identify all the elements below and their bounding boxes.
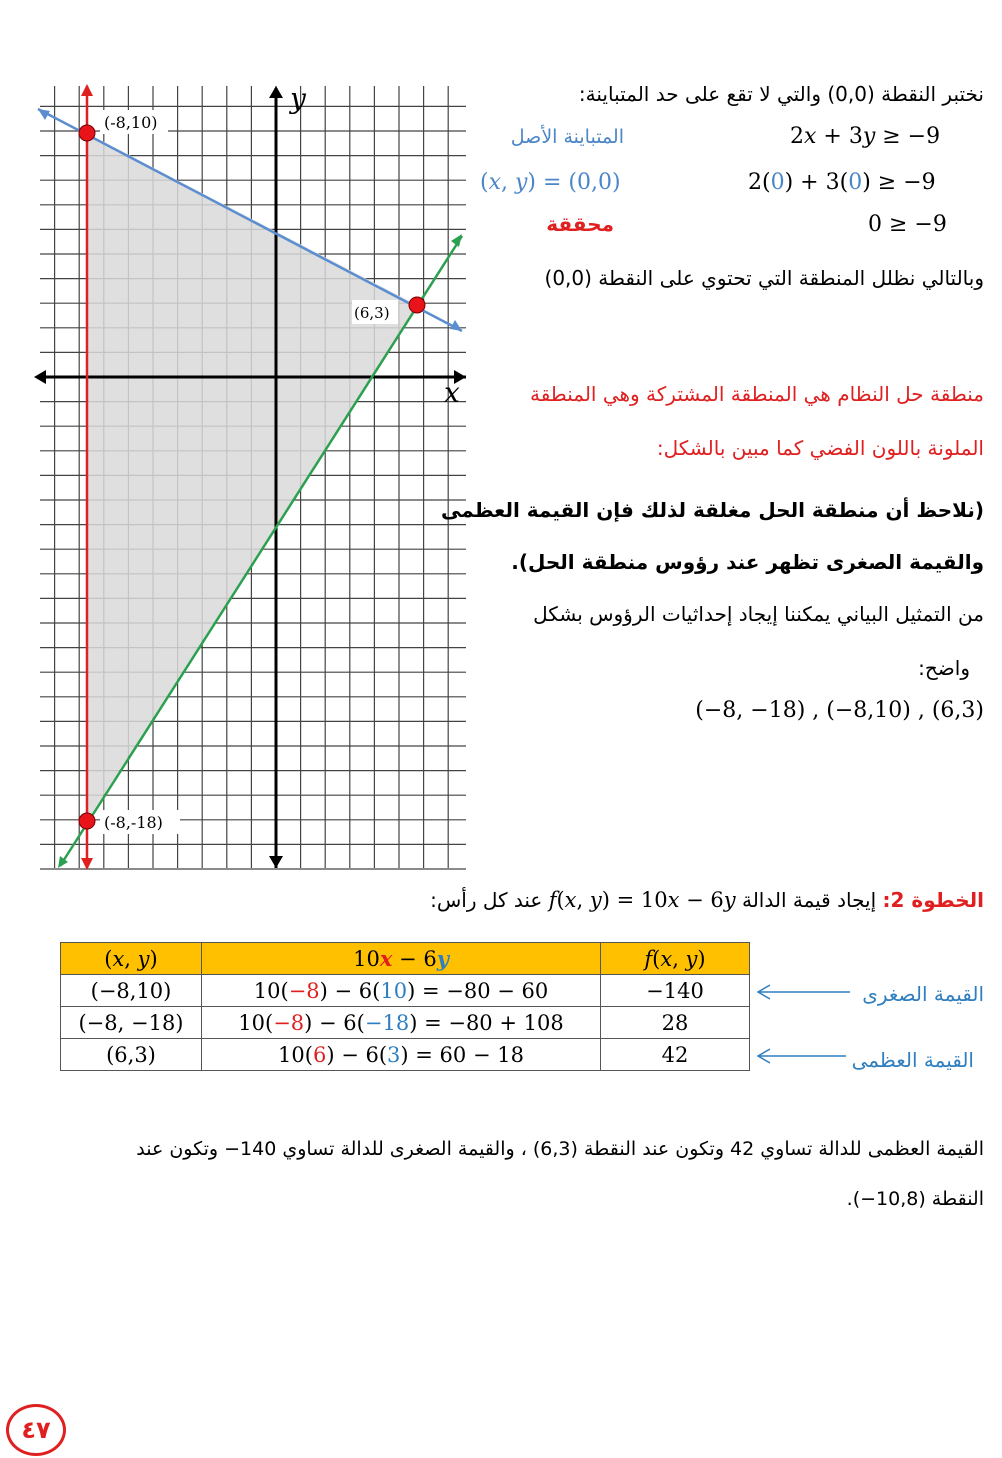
conclusion-text: القيمة العظمى للدالة تساوي 42 وتكون عند النقطة (6,3) ، والقيمة الصغرى للدالة تساوي 140− وتكون عند: [136, 1138, 984, 1160]
table-row: (6,3) 10(6) − 6(3) = 60 − 18 42: [61, 1039, 750, 1071]
conclusion-text: النقطة (10,8−).: [846, 1188, 984, 1210]
substituted-inequality: 2(0) + 3(0) ≥ −9: [748, 170, 936, 195]
solution-region-text: منطقة حل النظام هي المنطقة المشتركة وهي المنطقة: [529, 382, 984, 406]
graph-text: من التمثيل البياني يمكننا إيجاد إحداثيات الرؤوس بشكل: [533, 602, 984, 626]
table-row: (−8, −18) 10(−8) − 6(−18) = −80 + 108 28: [61, 1007, 750, 1039]
table-header: (𝑥, 𝑦): [61, 943, 202, 975]
shade-text: وبالتالي نظلل المنطقة التي تحتوي على النقطة (0,0): [544, 266, 984, 290]
satisfied-label: محققة: [546, 212, 614, 236]
table-row: (−8,10) 10(−8) − 6(10) = −80 − 60 −140: [61, 975, 750, 1007]
original-inequality: 2𝑥 + 3𝑦 ≥ −9: [790, 124, 941, 149]
max-arrow: [752, 1046, 848, 1066]
vertices-list: (−8, −18) , (−8,10) , (6,3): [695, 698, 984, 723]
graph-text: واضح:: [918, 656, 970, 680]
table-header: 10𝒙 − 6𝒚: [202, 943, 601, 975]
page-number-badge: ٤٧: [6, 1404, 66, 1456]
note-text: (نلاحظ أن منطقة الحل مغلقة لذلك فإن القيمة العظمى: [441, 498, 984, 522]
min-label: القيمة الصغرى: [862, 982, 984, 1006]
original-inequality-label: المتباينة الأصل: [510, 126, 624, 148]
axis-label-y: y: [290, 82, 306, 115]
table-header: 𝑓(𝑥, 𝑦): [601, 943, 750, 975]
function-expression: 𝑓(𝑥, 𝑦) = 10𝑥 − 6𝑦: [548, 888, 736, 912]
substitution-point: (𝑥, 𝑦) = (0,0): [480, 170, 621, 195]
inequality-graph: [30, 78, 476, 876]
test-point-text: نختبر النقطة (0,0) والتي لا تقع على حد المتباينة:: [578, 82, 984, 106]
solution-region: [87, 133, 417, 821]
step2-line: الخطوة 2: إيجاد قيمة الدالة 𝑓(𝑥, 𝑦) = 10𝑥 − 6𝑦 عند كل رأس:: [430, 888, 984, 912]
evaluation-table: [60, 942, 750, 1071]
min-arrow: [752, 982, 852, 1002]
note-text: والقيمة الصغرى تظهر عند رؤوس منطقة الحل).: [511, 550, 984, 574]
step2-label: الخطوة 2:: [882, 888, 984, 912]
vertex-point: [409, 297, 425, 313]
max-label: القيمة العظمى: [851, 1048, 974, 1072]
vertex-point: [79, 125, 95, 141]
point-label: (-8,10): [104, 113, 158, 132]
solution-region-text: الملونة باللون الفضي كما مبين بالشكل:: [656, 436, 984, 460]
axis-label-x: x: [444, 376, 460, 409]
point-label: (6,3): [354, 304, 390, 322]
point-label: (-8,-18): [104, 813, 163, 832]
result-inequality: 0 ≥ −9: [868, 212, 947, 237]
vertex-point: [79, 813, 95, 829]
